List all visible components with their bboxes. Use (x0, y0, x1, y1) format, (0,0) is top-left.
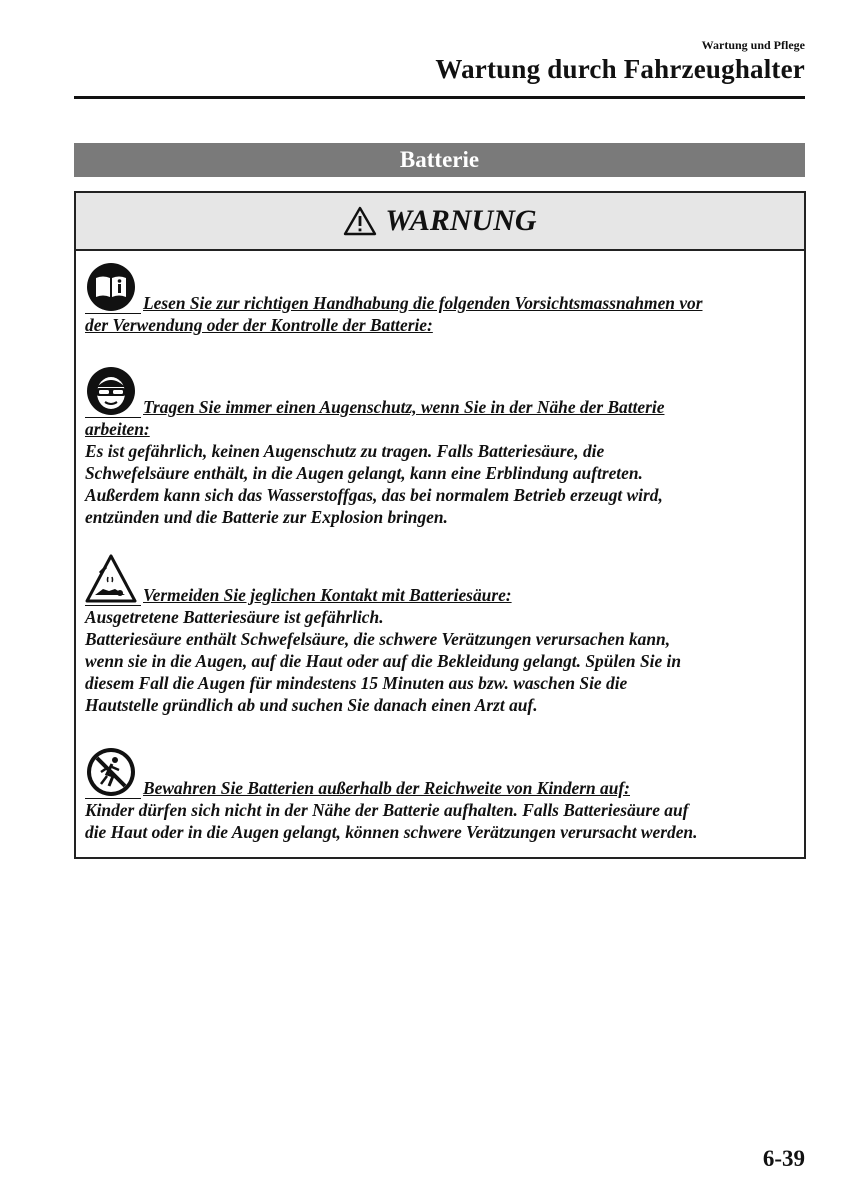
item-body-line: Es ist gefährlich, keinen Augenschutz zu tragen. Falls Batteriesäure, die (85, 441, 605, 461)
warning-item-read-manual (85, 261, 794, 336)
item-heading: Lesen Sie zur richtigen Handhabung die folgenden Vorsichtsmassnahmen vor (143, 293, 703, 313)
chapter-label: Wartung und Pflege (701, 38, 805, 52)
item-heading-cont: der Verwendung oder der Kontrolle der Batterie: (85, 315, 433, 335)
warning-header (76, 193, 804, 251)
item-heading: Tragen Sie immer einen Augenschutz, wenn Sie in der Nähe der Batterie (143, 397, 665, 417)
eye-protection-icon (85, 365, 141, 418)
item-heading-cont: arbeiten: (85, 419, 150, 439)
page-title: Wartung durch Fahrzeughalter (435, 54, 805, 84)
item-body-line: diesem Fall die Augen für mindestens 15 Minuten aus bzw. waschen Sie die (85, 673, 628, 693)
manual-book-icon (85, 261, 141, 314)
item-body-line: die Haut oder in die Augen gelangt, können schwere Verätzungen verursacht werden. (85, 822, 698, 842)
item-heading: Bewahren Sie Batterien außerhalb der Reichweite von Kindern auf: (143, 778, 630, 798)
corrosive-hazard-icon (85, 553, 141, 606)
item-body-line: Hautstelle gründlich ab und suchen Sie danach einen Arzt auf. (85, 695, 538, 715)
item-body-line: Außerdem kann sich das Wasserstoffgas, das bei normalem Betrieb erzeugt wird, (85, 485, 663, 505)
warning-item-children (85, 746, 794, 843)
section-title-bar: Batterie (74, 143, 805, 177)
item-body-line: Ausgetretene Batteriesäure ist gefährlich. (85, 607, 384, 627)
item-body-line: entzünden und die Batterie zur Explosion bringen. (85, 507, 448, 527)
warning-item-acid-contact (85, 553, 794, 716)
item-body-line: Schwefelsäure enthält, in die Augen gelangt, kann eine Erblindung auftreten. (85, 463, 643, 483)
item-body-line: Batteriesäure enthält Schwefelsäure, die schwere Verätzungen verursachen kann, (85, 629, 671, 649)
warning-box (74, 191, 806, 859)
item-body-line: Kinder dürfen sich nicht in der Nähe der Batterie aufhalten. Falls Batteriesäure auf (85, 800, 689, 820)
item-body-line: wenn sie in die Augen, auf die Haut oder auf die Bekleidung gelangt. Spülen Sie in (85, 651, 682, 671)
warning-title: WARNUNG (385, 204, 537, 237)
warning-item-eye-protection (85, 365, 794, 528)
page-number: 6-39 (762, 1146, 805, 1171)
keep-children-away-icon (85, 746, 141, 799)
header-rule (74, 96, 805, 99)
item-heading: Vermeiden Sie jeglichen Kontakt mit Batteriesäure: (143, 585, 512, 605)
warning-triangle-icon (343, 206, 377, 236)
